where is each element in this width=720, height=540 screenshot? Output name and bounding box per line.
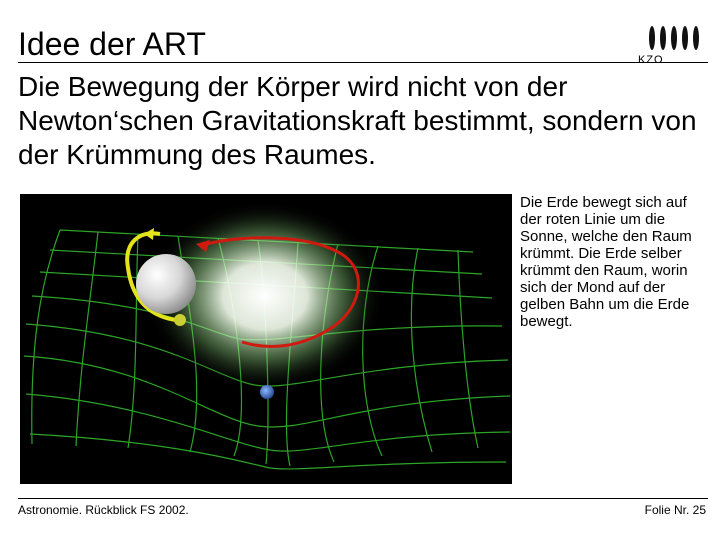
school-logo — [628, 22, 708, 66]
intro-text: Die Bewegung der Körper wird nicht von der Newton‘schen Gravitationskraft bestimmt, sondern von der Krümmung des Raumes. — [18, 71, 697, 170]
footer-source: Astronomie. Rückblick FS 2002. — [18, 503, 189, 517]
footer-divider — [18, 498, 708, 499]
slide-title: Idee der ART — [18, 26, 206, 62]
slide-number: Folie Nr. 25 — [644, 503, 706, 517]
spacetime-illustration — [20, 194, 512, 484]
figure-caption: Die Erde bewegt sich auf der roten Linie um die Sonne, welche den Raum krümmt. Die Erde selber krümmt den Raum, worin sich der Mond auf der gelben Bahn um die Erde bewegt. — [520, 194, 692, 330]
curved-spacetime-figure — [20, 194, 512, 484]
title-divider — [18, 62, 708, 63]
logo-text: KZO — [638, 54, 664, 66]
